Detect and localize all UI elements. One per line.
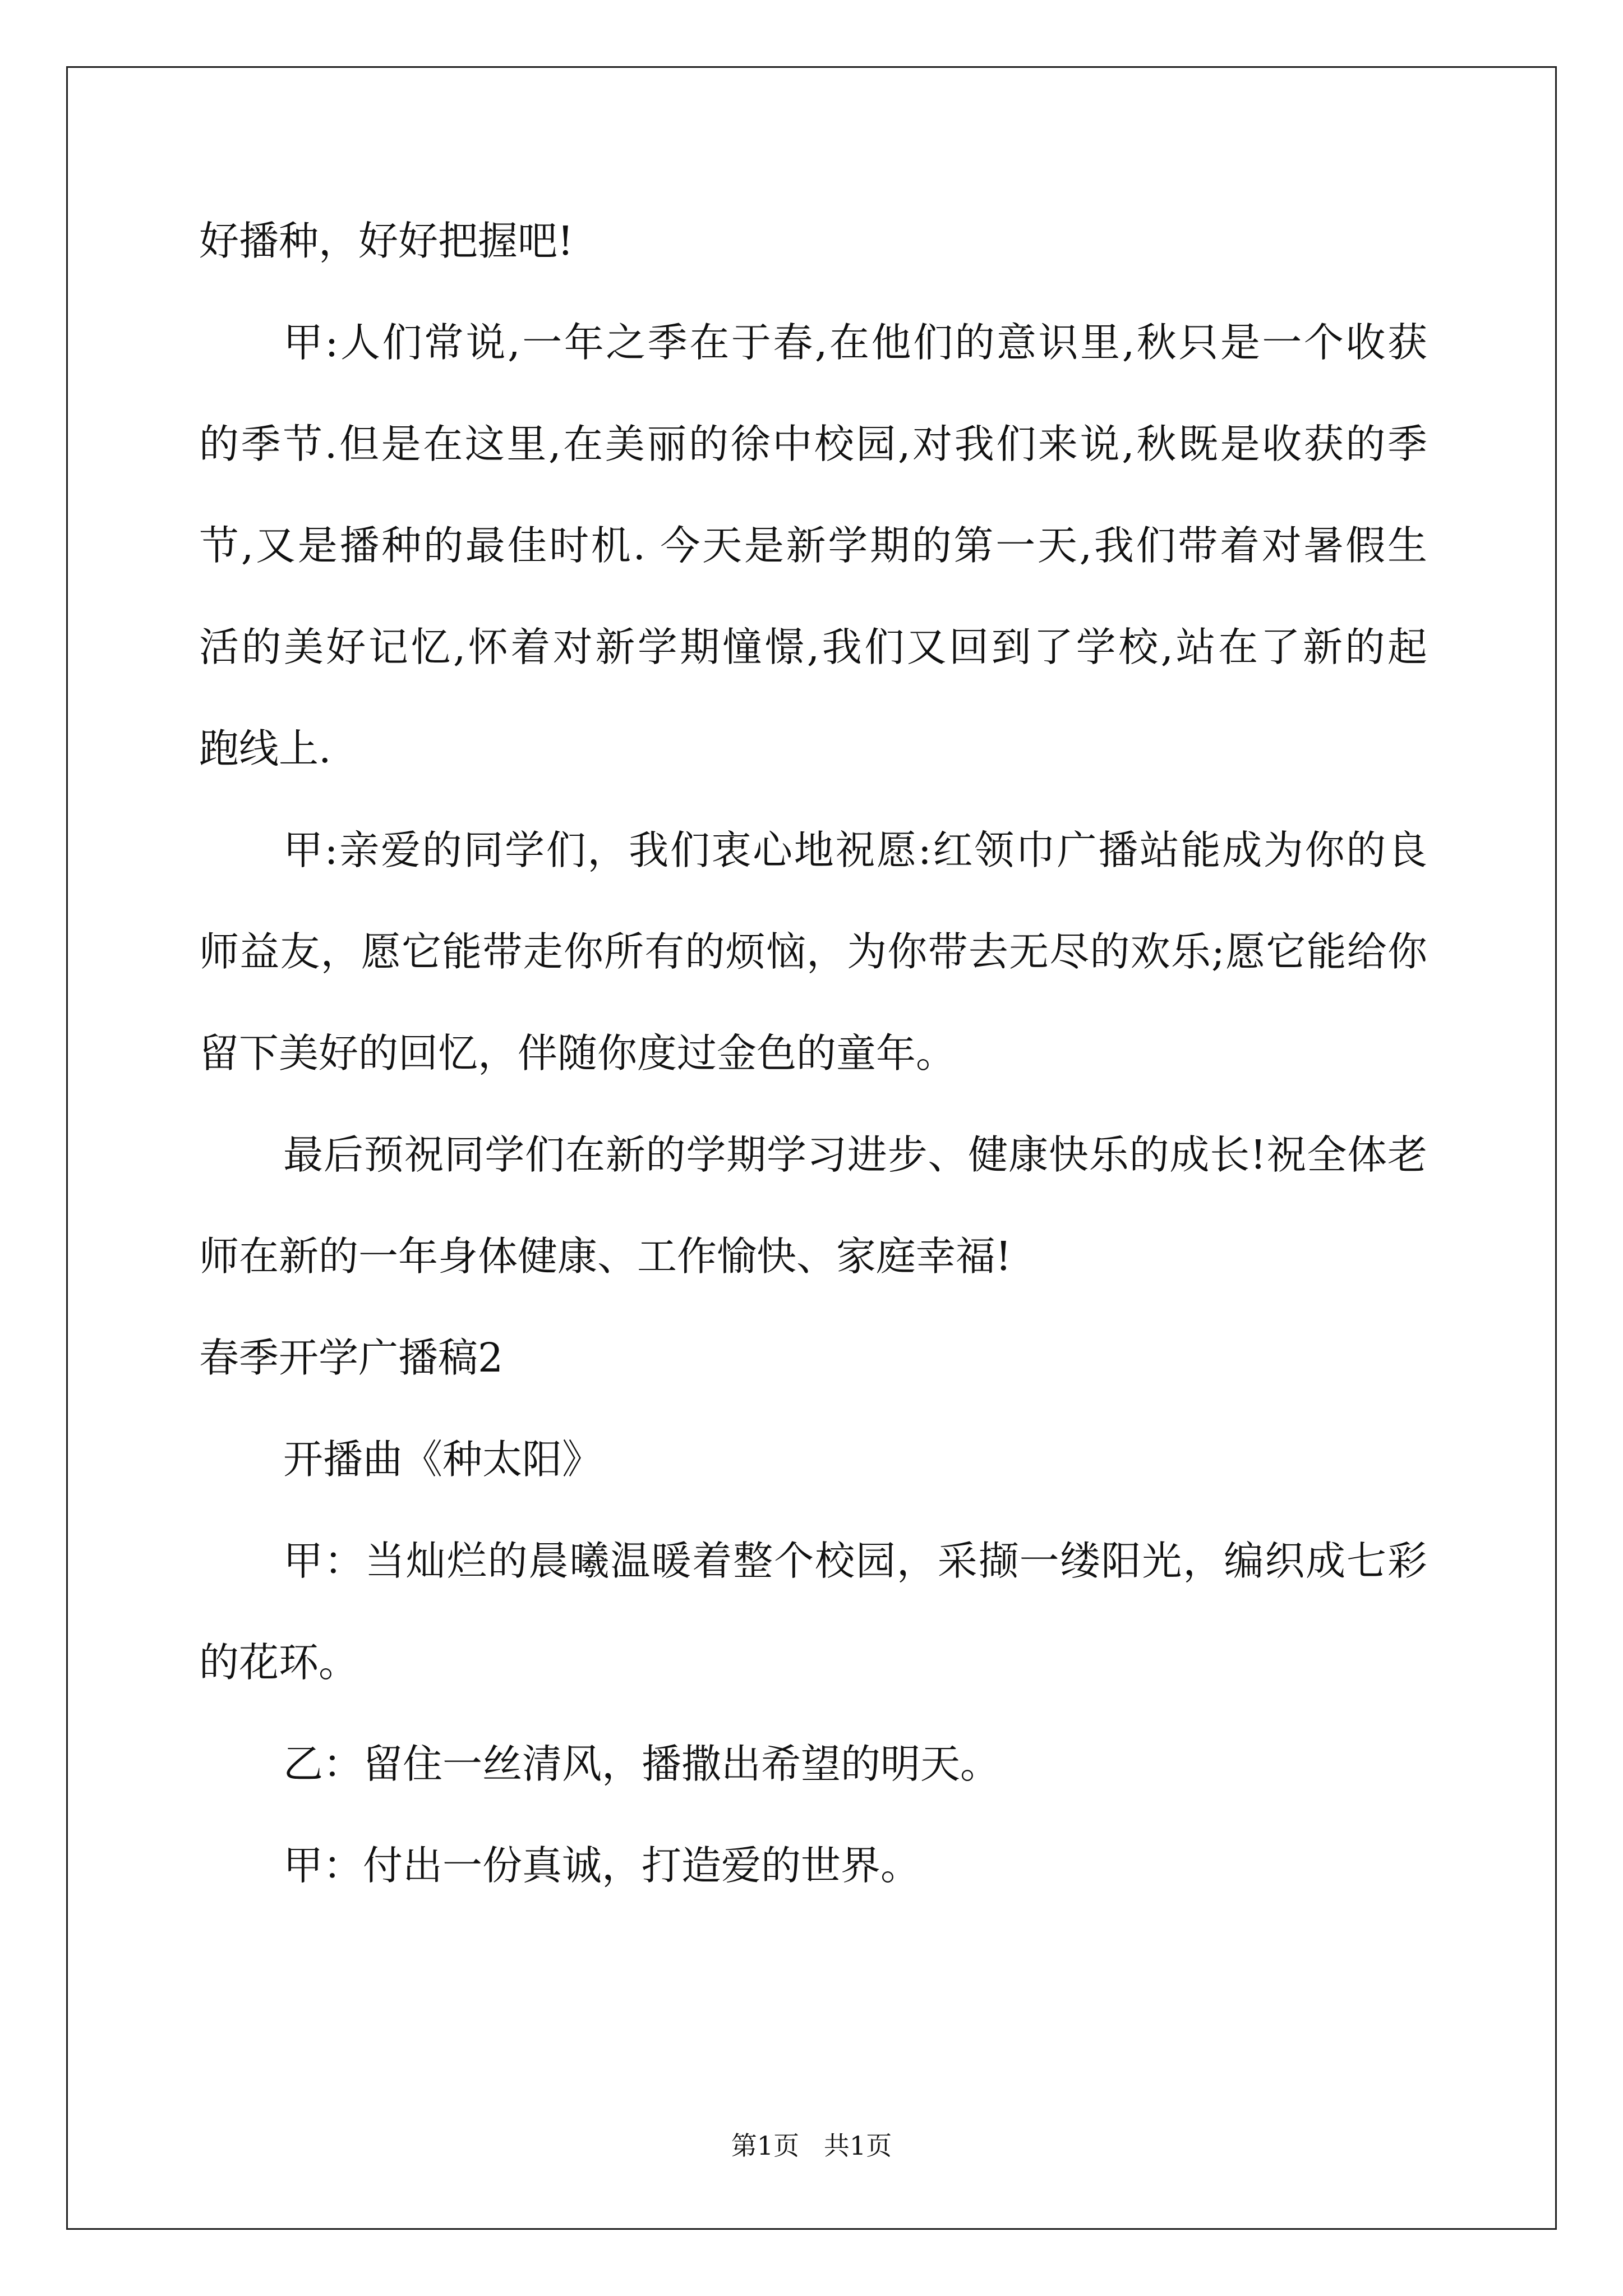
text-line: 跑线上. [199,725,331,772]
text-line: 甲:人们常说,一年之季在于春,在他们的意识里,秋只是一个收获 [283,319,1427,366]
text-line: 乙：留住一丝清风，播撒出希望的明天。 [283,1741,1000,1787]
section-heading: 春季开学广播稿2 [199,1335,504,1381]
text-line: 的季节.但是在这里,在美丽的徐中校园,对我们来说,秋既是收获的季 [199,421,1427,467]
text-line: 开播曲《种太阳》 [283,1436,602,1483]
text-line: 最后预祝同学们在新的学期学习进步、健康快乐的成长!祝全体老 [283,1131,1427,1178]
text-line: 师益友，愿它能带走你所有的烦恼，为你带去无尽的欢乐;愿它能给你 [199,928,1427,975]
text-line: 甲：当灿烂的晨曦温暖着整个校园，采撷一缕阳光，编织成七彩 [283,1538,1427,1584]
page-footer: 第1页 共1页 [731,2131,892,2161]
text-line: 好播种，好好把握吧! [199,218,574,264]
text-line: 甲:亲爱的同学们，我们衷心地祝愿:红领巾广播站能成为你的良 [283,827,1427,873]
text-line: 节,又是播种的最佳时机. 今天是新学期的第一天,我们带着对暑假生 [199,522,1427,569]
text-line: 的花环。 [199,1639,359,1686]
text-line: 留下美好的回忆，伴随你度过金色的童年。 [199,1030,956,1076]
text-line: 活的美好记忆,怀着对新学期憧憬,我们又回到了学校,站在了新的起 [199,624,1427,670]
text-line: 甲：付出一份真诚，打造爱的世界。 [283,1842,921,1889]
text-line: 师在新的一年身体健康、工作愉快、家庭幸福! [199,1233,1012,1280]
